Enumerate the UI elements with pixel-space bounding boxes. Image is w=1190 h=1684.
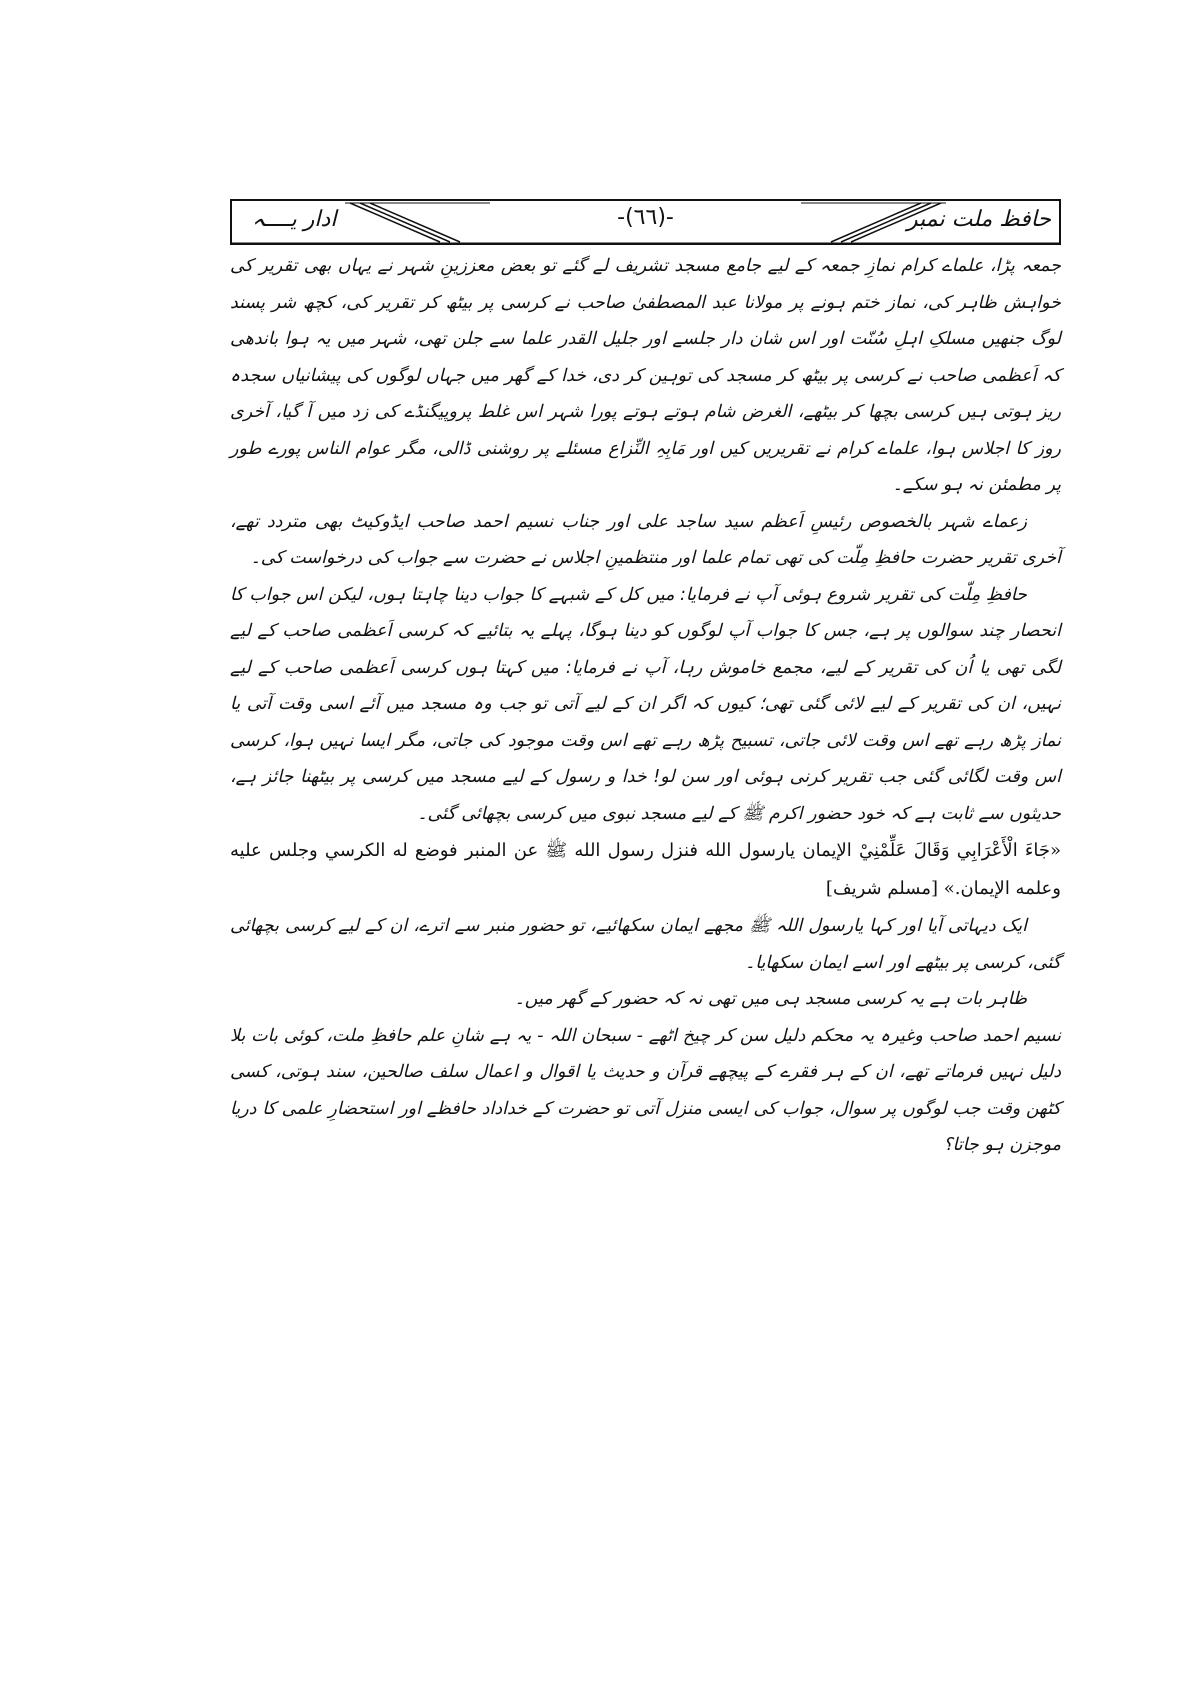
paragraph-2: زعماے شہر بالخصوص رئیسِ اَعظم سید ساجد علی اور جناب نسیم احمد صاحب ایڈوکیٹ بھی متردد تھے، آخری تقریر حضرت حافظِ مِلّت کی تھی تمام علما اور منتظمینِ اجلاس نے حضرت سے جواب کی درخواست کی۔ — [230, 511, 1061, 568]
header-title-right: حافظ ملت نمبر — [907, 207, 1051, 232]
page-header — [230, 199, 1061, 245]
header-title-left: ادار یــــہ — [252, 207, 337, 232]
arabic-hadith-quote: «جَاءَ الْأَعْرَابِي وَقَالَ عَلِّمْنِيْ الإيمان يارسول الله فنزل رسول الله ﷺ عن المنبر فوضع له الكرسي وجلس عليه وعلمه الإيمان.» [مسلم شريف] — [230, 840, 1061, 899]
paragraph-6: نسیم احمد صاحب وغیرہ یہ محکم دلیل سن کر چیخ اٹھے - سبحان اللہ - یہ ہے شانِ علم حافظِ ملت، کوئی بات بلا دلیل نہیں فرماتے تھے، ان کے ہر فقرے کے پیچھے قرآن و حدیث یا اقوال و اعمال سلف صالحین، سند ہوتی، کسی کٹھن وقت جب لوگوں پر سوال، جواب کی ایسی منزل آتی تو حضرت کے خداداد حافظے اور استحضارِ علمی کا دریا موجزن ہو جاتا؟ — [230, 1025, 1061, 1155]
article-body — [230, 248, 1061, 1164]
paragraph-1: جمعہ پڑا، علماے کرام نمازِ جمعہ کے لیے جامع مسجد تشریف لے گئے تو بعض معززینِ شہر نے یہاں بھی تقریر کی خواہش ظاہر کی، نماز ختم ہونے پر مولانا عبد المصطفیٰ صاحب نے کرسی پر بیٹھ کر تقریر کی، کچھ شر پسند لوگ جنھیں مسلکِ اہلِ سُنّت اور اس شان دار جلسے اور جلیل القدر علما سے جلن تھی، شہر میں یہ ہوا باندھی کہ اَعظمی صاحب نے کرسی پر بیٹھ کر مسجد کی توہین کر دی، خدا کے گھر میں جہاں لوگوں کی پیشانیاں سجدہ ریز ہوتی ہیں کرسی بچھا کر بیٹھے، الغرض شام ہوتے ہوتے پورا شہر اس غلط پروپیگنڈے کی زد میں آ گیا، آخری روز کا اجلاس ہوا، علماے کرام نے تقریریں کیں اور مَابِہِ النِّزاع مسئلے پر روشنی ڈالی، مگر عوام الناس پورے طور پر مطمئن نہ ہو سکے۔ — [230, 256, 1061, 495]
paragraph-3: حافظِ مِلّت کی تقریر شروع ہوئی آپ نے فرمایا: میں کل کے شبہے کا جواب دینا چاہتا ہوں، لیکن اس جواب کا انحصار چند سوالوں پر ہے، جس کا جواب آپ لوگوں کو دینا ہوگا، پہلے یہ بتائیے کہ کرسی اَعظمی صاحب کے لیے لگی تھی یا اُن کی تقریر کے لیے، مجمع خاموش رہا، آپ نے فرمایا: میں کہتا ہوں کرسی اَعظمی صاحب کے لیے نہیں، ان کی تقریر کے لیے لائی گئی تھی؛ کیوں کہ اگر ان کے لیے آتی تو جب وہ مسجد میں آئے اسی وقت آتی یا نماز پڑھ رہے تھے اس وقت لائی جاتی، تسبیح پڑھ رہے تھے اس وقت موجود کی جاتی، مگر ایسا نہیں ہوا، کرسی اس وقت لگائی گئی جب تقریر کرنی ہوئی اور سن لو! خدا و رسول کے لیے مسجد میں کرسی پر بیٹھنا جائز ہے، حدیثوں سے ثابت ہے کہ خود حضور اکرم ﷺ کے لیے مسجد نبوی میں کرسی بچھائی گئی۔ — [230, 584, 1061, 824]
page-number: -(٦٦)- — [617, 205, 674, 230]
paragraph-4: ایک دیہاتی آیا اور کہا یارسول اللہ ﷺ مجھے ایمان سکھائیے، تو حضور منبر سے اترے، ان کے لیے کرسی بچھائی گئی، کرسی پر بیٹھے اور اسے ایمان سکھایا۔ — [230, 916, 1061, 973]
paragraph-5: ظاہر بات ہے یہ کرسی مسجد ہی میں تھی نہ کہ حضور کے گھر میں۔ — [514, 989, 1027, 1009]
